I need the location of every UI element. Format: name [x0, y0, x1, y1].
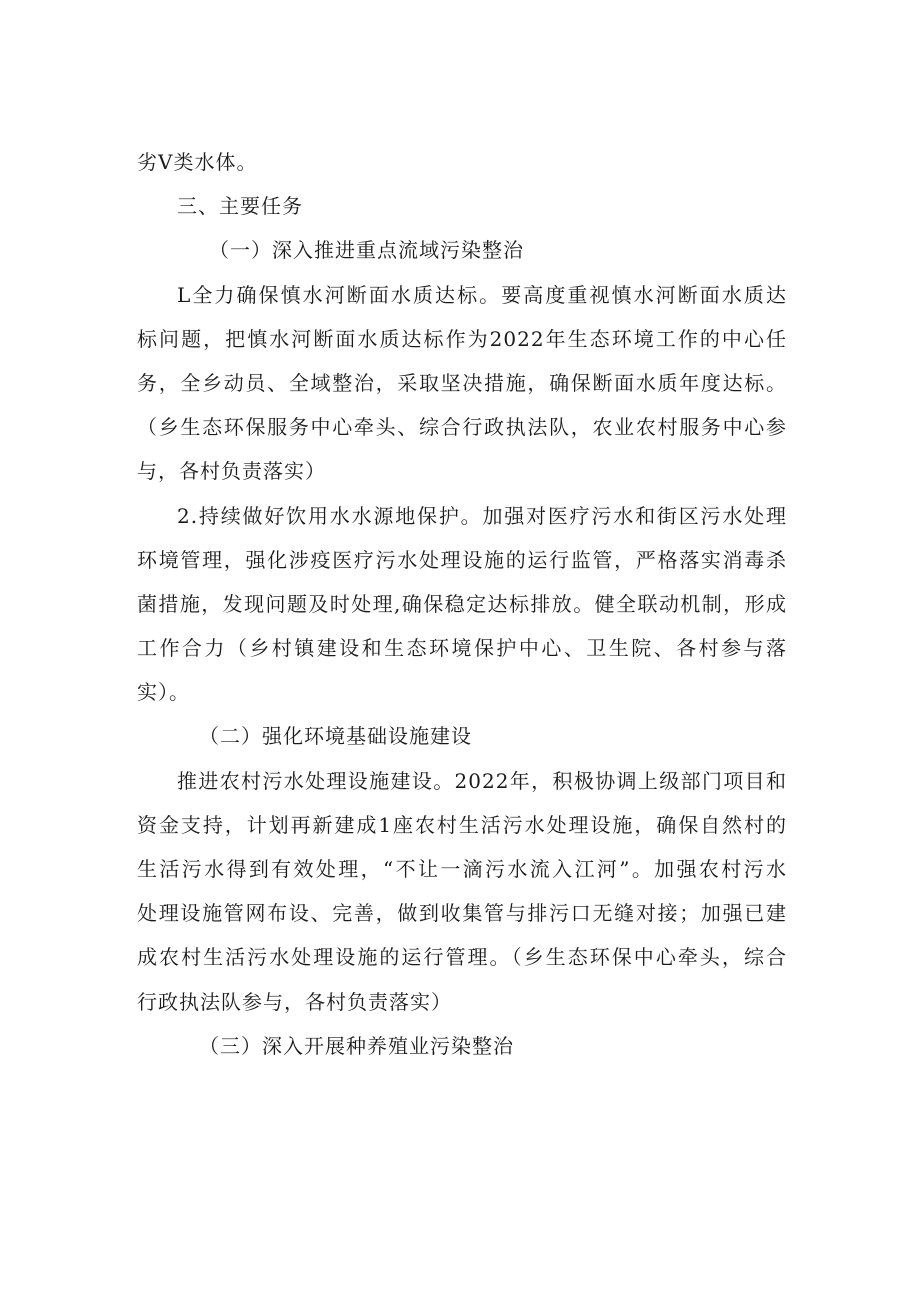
- paragraph-line: 环境管理，强化涉疫医疗污水处理设施的运行监管，严格落实消毒杀: [137, 547, 787, 572]
- paragraph-line: 处理设施管网布设、完善，做到收集管与排污口无缝对接；加强已建: [137, 901, 787, 926]
- paragraph-line: 菌措施，发现问题及时处理,确保稳定达标排放。健全联动机制，形成: [137, 591, 787, 616]
- paragraph-line: L全力确保慎水河断面水质达标。要高度重视慎水河断面水质达: [177, 282, 787, 307]
- paragraph-line: 2.持续做好饮用水水源地保护。加强对医疗污水和街区污水处理: [177, 503, 787, 528]
- paragraph-line: 行政执法队参与，各村负责落实）: [137, 989, 452, 1014]
- paragraph-line: 实）。: [137, 680, 190, 705]
- paragraph-line: 生活污水得到有效处理，“不让一滴污水流入江河”。加强农村污水: [137, 857, 787, 881]
- paragraph-line: 成农村生活污水处理设施的运行管理。（乡生态环保中心牵头，综合: [137, 945, 787, 970]
- paragraph-line: 劣Ⅴ类水体。: [137, 150, 258, 174]
- section-heading: 三、主要任务: [177, 194, 303, 219]
- paragraph-line: 推进农村污水处理设施建设。2022年，积极协调上级部门项目和: [177, 768, 787, 793]
- subsection-heading: （一）深入推进重点流域污染整治: [209, 238, 524, 263]
- paragraph-line: 资金支持，计划再新建成1座农村生活污水处理设施，确保自然村的: [137, 812, 787, 837]
- paragraph-line: 工作合力（乡村镇建设和生态环境保护中心、卫生院、各村参与落: [137, 636, 787, 661]
- document-body: [137, 140, 787, 1068]
- paragraph-line: 务，全乡动员、全域整治，采取坚决措施，确保断面水质年度达标。: [137, 370, 787, 395]
- paragraph-line: 标问题，把慎水河断面水质达标作为2022年生态环境工作的中心任: [137, 326, 787, 351]
- subsection-heading: （二）强化环境基础设施建设: [199, 724, 472, 749]
- paragraph-line: （乡生态环保服务中心牵头、综合行政执法队，农业农村服务中心参: [137, 415, 787, 440]
- subsection-heading: （三）深入开展种养殖业污染整治: [199, 1033, 514, 1058]
- paragraph-line: 与，各村负责落实）: [137, 459, 326, 484]
